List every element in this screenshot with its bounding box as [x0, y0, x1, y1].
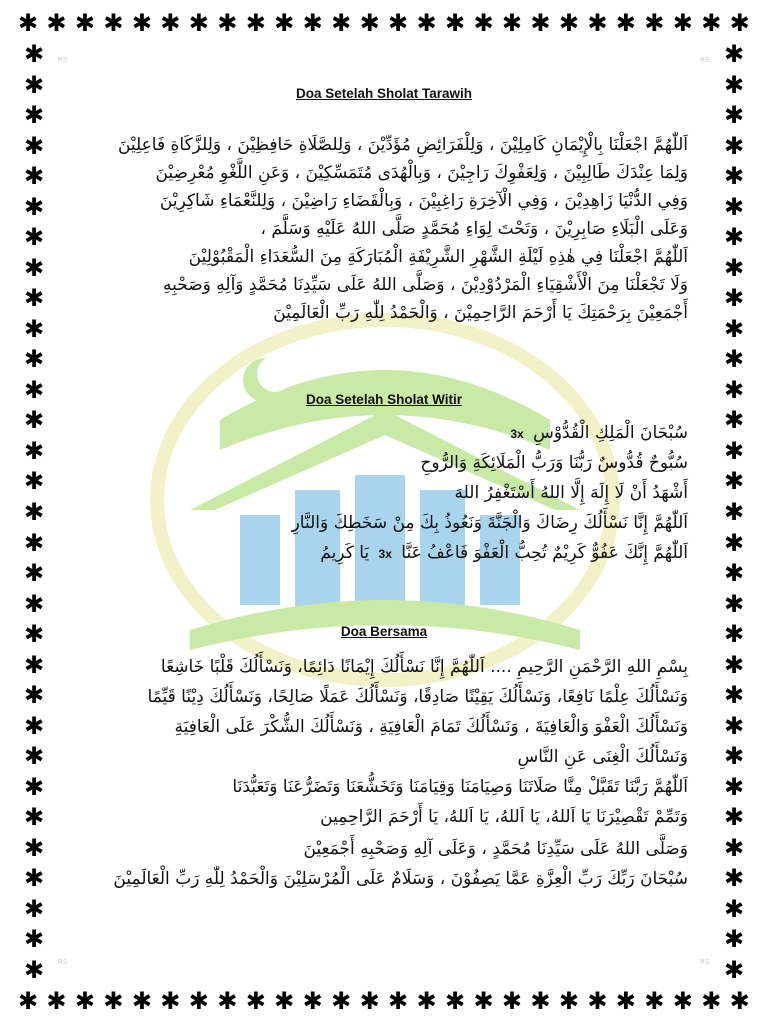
prayer-line: وَنَسْأَلُكَ الْغِنَى عَنِ النَّاسِ: [517, 747, 688, 767]
border-star-icon: ✱: [723, 162, 745, 191]
border-star-icon: ✱: [331, 987, 352, 1015]
border-star-icon: ✱: [23, 864, 45, 893]
border-star-icon: ✱: [723, 131, 745, 160]
border-star-icon: ✱: [331, 9, 352, 37]
corner-mark-top-right: RS: [700, 56, 710, 64]
heading-bersama: Doa Bersama: [340, 624, 428, 639]
border-star-icon: ✱: [23, 284, 45, 313]
border-star-icon: ✱: [46, 987, 67, 1015]
border-star-icon: ✱: [723, 925, 745, 954]
prayer-line: اَللّٰهُمَّ اجْعَلْنَا فِي هٰذِهِ لَيْلَةِ الشَّهْرِ الشَّرِيْفَةِ الْمُبَارَكَةِ مِنَ السُّعَدَاءِ الْمَقْبُوْلِيْنَ: [188, 247, 688, 267]
prayer-line: [506, 420, 688, 446]
border-bottom: [0, 984, 768, 1018]
border-star-icon: ✱: [416, 987, 437, 1015]
border-star-icon: ✱: [46, 9, 67, 37]
prayer-line: [320, 540, 688, 566]
heading-witir: Doa Setelah Sholat Witir: [306, 392, 462, 407]
border-star-icon: ✱: [23, 436, 45, 465]
border-star-icon: ✱: [501, 9, 523, 37]
border-star-icon: ✱: [217, 987, 238, 1015]
prayer-line: وَلِمَا عِنْدَكَ طَالِبِيْنَ ، وَلِعَفْوِكَ رَاجِيْنَ ، وَبِالْهُدَى مُتَمَسِّكِيْنَ ، وَعَنِ اللَّغْوِ مُعْرِضِيْنَ: [155, 163, 688, 183]
border-star-icon: ✱: [723, 833, 745, 862]
corner-mark-top-left: RS: [58, 56, 68, 64]
border-star-icon: ✱: [473, 987, 494, 1015]
border-star-icon: ✱: [23, 589, 45, 618]
border-star-icon: ✱: [701, 9, 722, 37]
repeat-count: 3x: [510, 427, 524, 441]
border-star-icon: ✱: [23, 131, 45, 160]
border-star-icon: ✱: [23, 528, 45, 557]
border-star-icon: ✱: [188, 987, 209, 1015]
border-star-icon: ✱: [615, 9, 636, 37]
border-star-icon: ✱: [723, 70, 745, 99]
border-star-icon: ✱: [558, 9, 579, 37]
border-star-icon: ✱: [302, 9, 323, 37]
border-left: [17, 40, 51, 984]
prayer-line: أَجْمَعِيْنَ بِرَحْمَتِكَ يَا أَرْحَمَ الرَّاحِمِيْنَ ، وَالْحَمْدُ لِلّٰهِ رَبِّ الْعَالَمِيْنَ: [273, 303, 688, 323]
border-star-icon: ✱: [23, 314, 45, 343]
border-star-icon: ✱: [23, 253, 45, 282]
border-star-icon: ✱: [587, 9, 608, 37]
prayer-line: وَنَسْأَلُكَ الْعَفْوَ وَالْعَافِيَةَ ، وَنَسْأَلُكَ تَمَامَ الْعَافِيَةِ ، وَنَسْأَلُكَ الشُّكْرَ عَلَى الْعَافِيَةِ: [174, 717, 688, 737]
border-star-icon: ✱: [103, 987, 124, 1015]
border-star-icon: ✱: [388, 9, 409, 37]
border-top: [0, 6, 768, 40]
border-star-icon: ✱: [274, 9, 295, 37]
border-star-icon: ✱: [23, 620, 45, 649]
prayer-line: وَلَا تَجْعَلْنَا مِنَ الْأَشْقِيَاءِ الْمَرْدُوْدِيْنَ ، وَصَلَّى اللهُ عَلَى سَيِّدِنَا مُحَمَّدٍ وَآلِهِ وَصَحْبِهِ: [163, 275, 688, 295]
border-star-icon: ✱: [723, 894, 745, 923]
border-star-icon: ✱: [17, 9, 39, 37]
border-star-icon: ✱: [23, 681, 45, 710]
border-star-icon: ✱: [723, 314, 745, 343]
prayer-text: اَللّٰهُمَّ إِنَّكَ عَفُوٌّ كَرِيْمٌ تُحِبُّ الْعَفْوَ فَاعْفُ عَنَّا: [401, 543, 688, 563]
border-star-icon: ✱: [359, 987, 380, 1015]
border-star-icon: ✱: [160, 9, 181, 37]
border-star-icon: ✱: [615, 987, 636, 1015]
border-star-icon: ✱: [723, 40, 745, 68]
border-star-icon: ✱: [644, 9, 665, 37]
border-star-icon: ✱: [723, 223, 745, 252]
prayer-line: وَتَمِّمْ تَقْصِيْرَنَا يَا اَللهُ، يَا اَللهُ، يَا اَللهُ، يَا أَرْحَمَ الرَّاحِمِين: [320, 807, 688, 827]
border-star-icon: ✱: [23, 650, 45, 679]
border-star-icon: ✱: [23, 833, 45, 862]
border-star-icon: ✱: [160, 987, 181, 1015]
border-star-icon: ✱: [23, 711, 45, 740]
repeat-count: 3x: [378, 547, 392, 561]
border-star-icon: ✱: [672, 987, 693, 1015]
border-star-icon: ✱: [729, 987, 750, 1015]
corner-mark-bottom-left: RS: [58, 958, 68, 966]
border-star-icon: ✱: [23, 955, 45, 984]
prayer-line: اَللّٰهُمَّ إِنَّا نَسْأَلُكَ رِضَاكَ وَالْجَنَّةَ وَنَعُوذُ بِكَ مِنْ سَخَطِكَ وَالنَّارِ: [291, 513, 688, 533]
border-star-icon: ✱: [444, 9, 466, 37]
border-star-icon: ✱: [723, 406, 745, 435]
border-star-icon: ✱: [723, 528, 745, 557]
border-star-icon: ✱: [723, 253, 745, 282]
prayer-line: بِسْمِ اللهِ الرَّحْمَنِ الرَّحِيمِ .... اَللّٰهُمَّ إِنَّا نَسْأَلُكَ إِيْمَانًا دَائِمًا، وَنَسْأَلُكَ قَلْبًا خَاشِعًا: [160, 657, 688, 677]
border-star-icon: ✱: [23, 803, 45, 832]
border-star-icon: ✱: [23, 497, 45, 526]
border-star-icon: ✱: [17, 987, 39, 1015]
border-star-icon: ✱: [723, 345, 745, 374]
border-star-icon: ✱: [723, 681, 745, 710]
border-star-icon: ✱: [103, 9, 124, 37]
border-star-icon: ✱: [644, 987, 665, 1015]
border-star-icon: ✱: [501, 987, 523, 1015]
border-star-icon: ✱: [723, 742, 745, 771]
border-star-icon: ✱: [416, 9, 437, 37]
border-star-icon: ✱: [558, 987, 579, 1015]
border-star-icon: ✱: [729, 9, 750, 37]
border-star-icon: ✱: [530, 987, 551, 1015]
border-star-icon: ✱: [723, 711, 745, 740]
border-star-icon: ✱: [23, 406, 45, 435]
border-star-icon: ✱: [274, 987, 295, 1015]
prayer-text: يَا كَرِيمُ: [320, 543, 370, 563]
border-star-icon: ✱: [23, 467, 45, 496]
border-right: [717, 40, 751, 984]
border-star-icon: ✱: [302, 987, 323, 1015]
border-star-icon: ✱: [23, 192, 45, 221]
border-star-icon: ✱: [23, 223, 45, 252]
border-star-icon: ✱: [23, 40, 45, 68]
border-star-icon: ✱: [672, 9, 693, 37]
border-star-icon: ✱: [23, 101, 45, 130]
border-star-icon: ✱: [23, 925, 45, 954]
border-star-icon: ✱: [723, 620, 745, 649]
border-star-icon: ✱: [74, 9, 95, 37]
border-star-icon: ✱: [723, 803, 745, 832]
prayer-line: وَعَلَى الْبَلَاءِ صَابِرِيْنَ ، وَتَحْتَ لِوَاءِ مُحَمَّدٍ صَلَّى اللهُ عَلَيْهِ وَسَلَّمَ ،: [260, 219, 688, 239]
heading-tarawih: Doa Setelah Sholat Tarawih: [295, 86, 473, 101]
border-star-icon: ✱: [701, 987, 722, 1015]
border-star-icon: ✱: [245, 9, 266, 37]
border-star-icon: ✱: [723, 101, 745, 130]
prayer-line: اَللّٰهُمَّ اجْعَلْنَا بِالْإِيْمَانِ كَامِلِيْنَ ، وَلِلْفَرَائِضِ مُؤَدِّيْنَ ، وَلِلصَّلَاةِ حَافِظِيْنَ ، وَلِلزَّكَاةِ فَاعِلِيْنَ: [117, 135, 688, 155]
prayer-line: وَصَلَّى اللهُ عَلَى سَيِّدِنَا مُحَمَّدٍ ، وَعَلَى آلِهِ وَصَحْبِهِ أَجْمَعِيْنَ: [303, 839, 688, 859]
border-star-icon: ✱: [723, 650, 745, 679]
prayer-line: اَللّٰهُمَّ رَبَّنَا تَقَبَّلْ مِنَّا صَلَاتَنَا وَصِيَامَنَا وَقِيَامَنَا وَتَخَشُّعَنَا وَتَضَرُّعَنَا وَتَعَبُّدَنَا: [232, 777, 688, 797]
border-star-icon: ✱: [723, 436, 745, 465]
border-star-icon: ✱: [74, 987, 95, 1015]
border-star-icon: ✱: [723, 467, 745, 496]
corner-mark-bottom-right: RS: [700, 958, 710, 966]
border-star-icon: ✱: [530, 9, 551, 37]
border-star-icon: ✱: [23, 559, 45, 588]
border-star-icon: ✱: [723, 864, 745, 893]
border-star-icon: ✱: [23, 375, 45, 404]
prayer-line: وَفِي الدُّنْيَا زَاهِدِيْنَ ، وَفِي الْآخِرَةِ رَاغِبِيْنَ ، وَبِالْقَضَاءِ رَاضِيْنَ ، وَلِلنَّعْمَاءِ شَاكِرِيْنَ: [159, 191, 688, 211]
border-star-icon: ✱: [359, 9, 380, 37]
border-star-icon: ✱: [444, 987, 466, 1015]
border-star-icon: ✱: [131, 9, 152, 37]
border-star-icon: ✱: [723, 284, 745, 313]
prayer-text: سُبْحَانَ الْمَلِكِ الْقُدُّوْسِ: [533, 423, 688, 443]
border-star-icon: ✱: [723, 497, 745, 526]
border-star-icon: ✱: [723, 192, 745, 221]
border-star-icon: ✱: [388, 987, 409, 1015]
border-star-icon: ✱: [23, 772, 45, 801]
border-star-icon: ✱: [245, 987, 266, 1015]
watermark-pillar-1: [240, 515, 280, 605]
prayer-line: أَشْهَدُ أَنْ لَا إِلَهَ إِلَّا اللهُ أَسْتَغْفِرُ اللهَ: [454, 483, 688, 503]
border-star-icon: ✱: [723, 772, 745, 801]
border-star-icon: ✱: [23, 70, 45, 99]
border-star-icon: ✱: [23, 894, 45, 923]
prayer-line: سُبُّوحٌ قُدُّوسٌ رَبُّنَا وَرَبُّ الْمَلَائِكَةِ وَالرُّوحِ: [420, 453, 688, 473]
prayer-line: وَنَسْأَلُكَ عِلْمًا نَافِعًا، وَنَسْأَلُكَ يَقِيْنًا صَادِقًا، وَنَسْأَلُكَ عَمَلًا صَالِحًا، وَنَسْأَلُكَ دِيْنًا قَيِّمًا: [147, 687, 688, 707]
border-star-icon: ✱: [723, 559, 745, 588]
border-star-icon: ✱: [23, 742, 45, 771]
border-star-icon: ✱: [217, 9, 238, 37]
border-star-icon: ✱: [723, 375, 745, 404]
border-star-icon: ✱: [23, 345, 45, 374]
border-star-icon: ✱: [131, 987, 152, 1015]
border-star-icon: ✱: [188, 9, 209, 37]
border-star-icon: ✱: [723, 589, 745, 618]
border-star-icon: ✱: [473, 9, 494, 37]
prayer-line: سُبْحَانَ رَبِّكَ رَبِّ الْعِزَّةِ عَمَّا يَصِفُوْنَ ، وَسَلَامٌ عَلَى الْمُرْسَلِيْنَ وَالْحَمْدُ لِلّٰهِ رَبِّ الْعَالَمِيْنَ: [113, 869, 688, 889]
border-star-icon: ✱: [587, 987, 608, 1015]
border-star-icon: ✱: [23, 162, 45, 191]
border-star-icon: ✱: [723, 955, 745, 984]
